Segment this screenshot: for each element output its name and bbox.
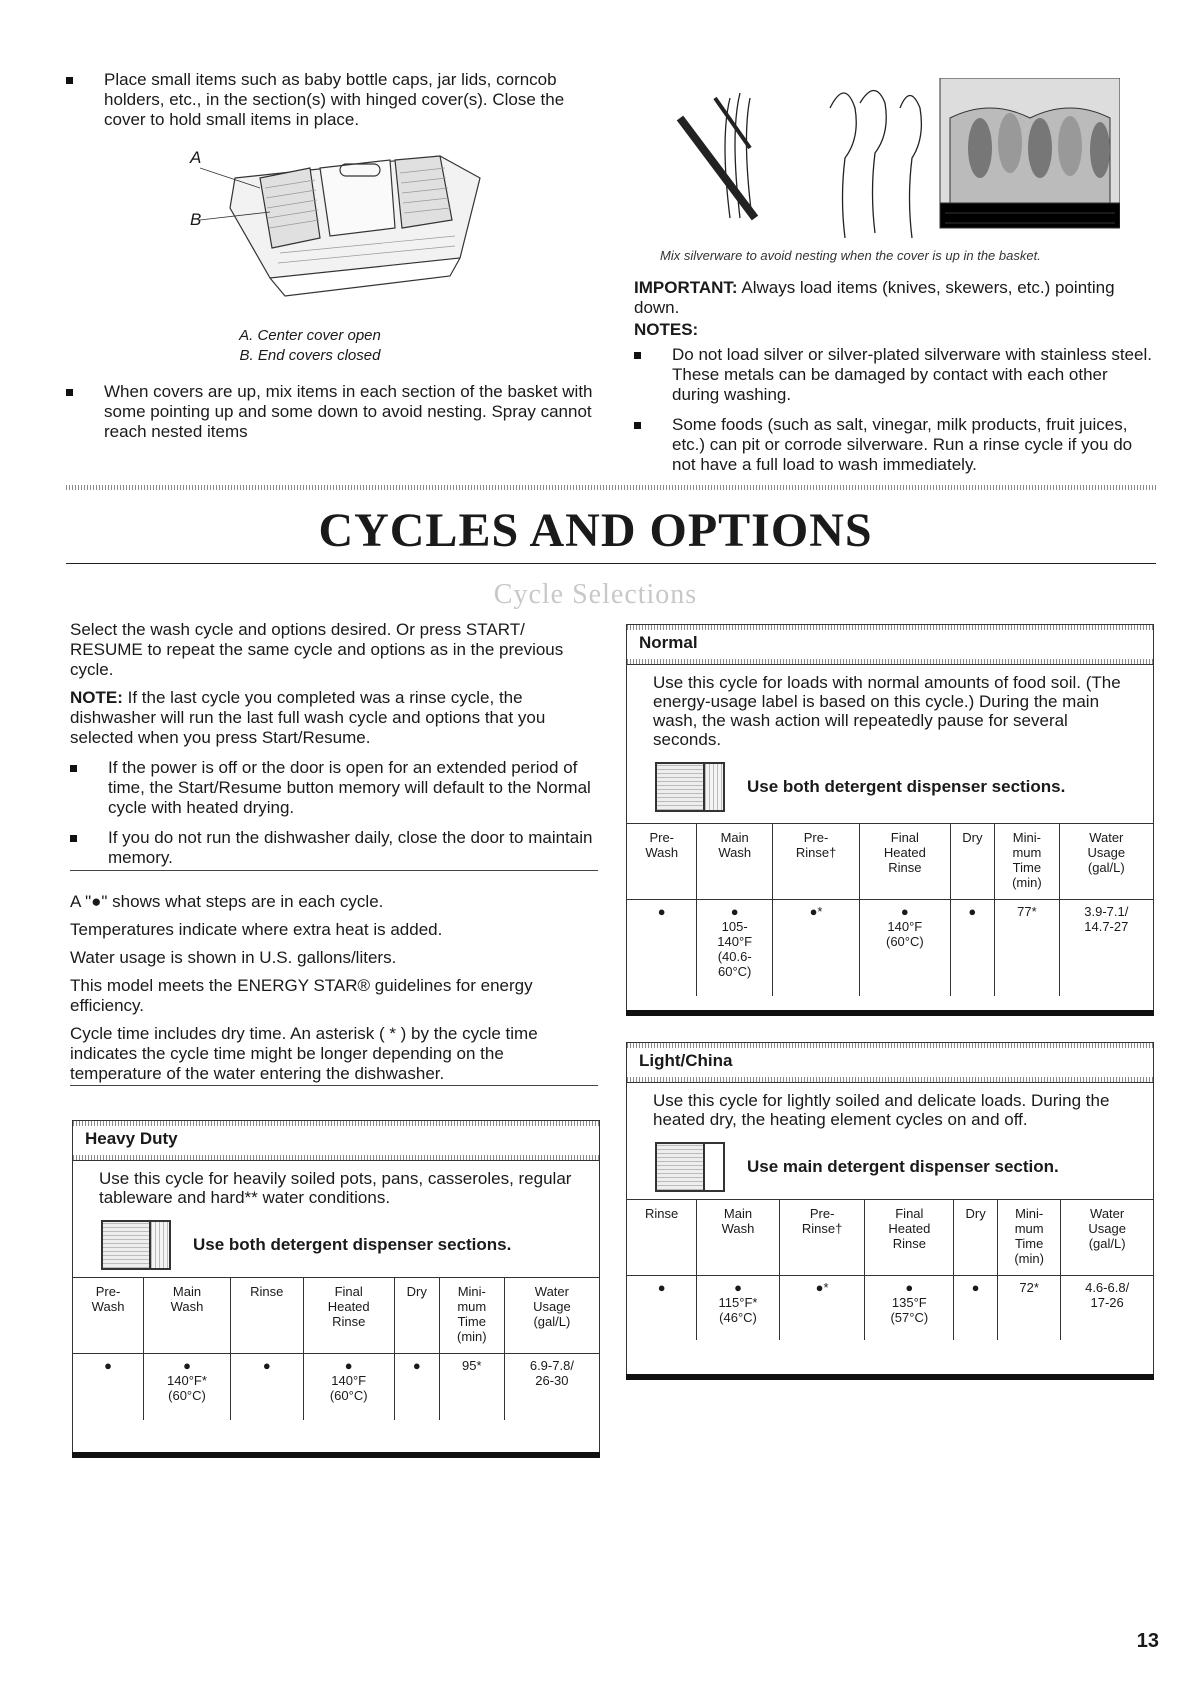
table-header: Water Usage (gal/L)	[1059, 824, 1153, 900]
silverware-nesting-icon	[660, 78, 1120, 238]
table-cell: ●*	[772, 900, 859, 996]
important-block	[634, 278, 1134, 318]
table-cell: ●	[627, 900, 697, 996]
table-header: Main Wash	[697, 824, 772, 900]
table-cell: 3.9-7.1/ 14.7-27	[1059, 900, 1153, 996]
bullet-icon	[70, 765, 77, 772]
normal-cycle-title: Normal	[639, 633, 698, 652]
normal-cycle-box	[626, 624, 1154, 1016]
table-cell: ● 140°F (60°C)	[860, 900, 950, 996]
heavy-cycle-desc: Use this cycle for heavily soiled pots, pans, casseroles, regular tableware and hard** water conditions.	[99, 1169, 572, 1207]
table-header: Mini- mum Time (min)	[998, 1200, 1061, 1276]
list-item: If you do not run the dishwasher daily, close the door to maintain memory.	[70, 828, 600, 868]
title-rule	[66, 563, 1156, 564]
heavy-detergent-label: Use both detergent dispenser sections.	[193, 1235, 512, 1254]
label-b: B	[190, 210, 202, 229]
bullet-icon	[70, 835, 77, 842]
table-cell: ●	[73, 1354, 144, 1420]
table-header: Final Heated Rinse	[303, 1278, 394, 1354]
section-subtitle: Cycle Selections	[493, 579, 698, 610]
legend-rule	[70, 1085, 598, 1086]
silverware-basket-icon	[190, 148, 490, 298]
heavy-cycle-table	[73, 1277, 599, 1420]
table-header: Mini- mum Time (min)	[995, 824, 1059, 900]
list-item: Do not load silver or silver-plated silverware with stainless steel. These metals can be damaged by contact with each other during washing.	[634, 345, 1154, 405]
table-header: Dry	[950, 824, 995, 900]
table-cell: ● 115°F* (46°C)	[697, 1276, 780, 1340]
intro-rule	[70, 870, 598, 871]
intro-text: Select the wash cycle and options desired. Or press START/ RESUME to repeat the same cycle and options as in the previous cycle. NOTE: If the last cycle you completed was a rinse cycle, the dishwasher will run the last full wash cycle and options that you selected when you press Start/Resume. If the power is off or the door is open for an extended period of time, the Start/Resume button memory will default to the Normal cycle with heated drying. If you do not run the dishwasher daily, close the door to maintain memory.	[70, 620, 600, 868]
table-header: Final Heated Rinse	[865, 1200, 954, 1276]
table-cell: ●	[627, 1276, 697, 1340]
table-header: Water Usage (gal/L)	[1061, 1200, 1153, 1276]
table-header: Pre- Wash	[73, 1278, 144, 1354]
page-title: CYCLES AND OPTIONS	[318, 504, 873, 557]
bullet-icon	[66, 389, 73, 396]
bullet-icon	[66, 77, 73, 84]
table-cell: ●	[950, 900, 995, 996]
table-header: Rinse	[230, 1278, 303, 1354]
table-cell: 72*	[998, 1276, 1061, 1340]
table-cell: 77*	[995, 900, 1059, 996]
table-header: Pre- Rinse†	[779, 1200, 865, 1276]
table-header: Mini- mum Time (min)	[439, 1278, 504, 1354]
detergent-dispenser-icon	[655, 1142, 725, 1192]
normal-detergent	[627, 749, 1153, 815]
normal-detergent-label: Use both detergent dispenser sections.	[747, 777, 1066, 796]
list-item: Place small items such as baby bottle caps, jar lids, corncob holders, etc., in the section(s) with hinged cover(s). Close the cover to hold small items in place.	[66, 70, 586, 130]
important-text: Always load items (knives, skewers, etc.) pointing down.	[634, 278, 1115, 317]
basket-illustration	[190, 148, 490, 298]
bullet-icon	[634, 352, 641, 359]
light-cycle-title: Light/China	[639, 1051, 733, 1070]
light-cycle-box	[626, 1042, 1154, 1380]
table-cell: ●	[954, 1276, 998, 1340]
bullet-icon	[634, 422, 641, 429]
notes-list	[634, 345, 1154, 475]
table-header: Dry	[954, 1200, 998, 1276]
silverware-caption: Mix silverware to avoid nesting when the cover is up in the basket.	[660, 248, 1041, 263]
table-cell: ●	[394, 1354, 439, 1420]
light-detergent	[627, 1129, 1153, 1195]
top-left-bullet-2	[66, 382, 596, 442]
table-header: Rinse	[627, 1200, 697, 1276]
normal-cycle-header	[627, 625, 1153, 665]
top-left-column	[66, 70, 586, 130]
basket-caption	[190, 326, 430, 366]
notes-label: NOTES:	[634, 320, 699, 339]
important-label: IMPORTANT:	[634, 278, 738, 297]
legend-text: A "●" shows what steps are in each cycle. Temperatures indicate where extra heat is added. Water usage is shown in U.S. gallons/liters. This model meets the ENERGY STAR® guidelines for energy efficiency. Cycle time includes dry time. An asterisk ( * ) by the cycle time indicates the cycle time might be longer depending on the temperature of the water entering the dishwasher.	[70, 892, 538, 1083]
table-cell: ● 105- 140°F (40.6- 60°C)	[697, 900, 772, 996]
table-header: Pre- Wash	[627, 824, 697, 900]
section-divider	[66, 485, 1156, 490]
table-cell: 95*	[439, 1354, 504, 1420]
light-cycle-header	[627, 1043, 1153, 1083]
normal-cycle-table	[627, 823, 1153, 996]
normal-cycle-desc: Use this cycle for loads with normal amounts of food soil. (The energy-usage label is based on this cycle.) During the main wash, the wash action will repeatedly pause for several seconds.	[653, 673, 1121, 749]
caption-b: B. End covers closed	[239, 347, 381, 364]
caption-a: A. Center cover open	[239, 327, 381, 344]
silverware-illustration	[660, 78, 1120, 238]
heavy-detergent	[73, 1207, 599, 1273]
heavy-cycle-header	[73, 1121, 599, 1161]
table-header: Dry	[394, 1278, 439, 1354]
table-header: Pre- Rinse†	[772, 824, 859, 900]
detergent-dispenser-icon	[655, 762, 725, 812]
detergent-dispenser-icon	[101, 1220, 171, 1270]
table-cell: ● 135°F (57°C)	[865, 1276, 954, 1340]
table-cell: 4.6-6.8/ 17-26	[1061, 1276, 1153, 1340]
table-header: Main Wash	[697, 1200, 780, 1276]
table-cell: ● 140°F* (60°C)	[144, 1354, 231, 1420]
table-cell: ● 140°F (60°C)	[303, 1354, 394, 1420]
table-cell: 6.9-7.8/ 26-30	[504, 1354, 599, 1420]
page-number: 13	[1136, 1630, 1159, 1652]
list-item: Some foods (such as salt, vinegar, milk products, fruit juices, etc.) can pit or corrode silverware. Run a rinse cycle if you do not have a full load to wash immediately.	[634, 415, 1154, 475]
table-header: Water Usage (gal/L)	[504, 1278, 599, 1354]
light-detergent-label: Use main detergent dispenser section.	[747, 1157, 1059, 1176]
light-cycle-desc: Use this cycle for lightly soiled and delicate loads. During the heated dry, the heating element cycles on and off.	[653, 1091, 1110, 1129]
list-item: If the power is off or the door is open for an extended period of time, the Start/Resume button memory will default to the Normal cycle with heated drying.	[70, 758, 600, 818]
heavy-cycle-title: Heavy Duty	[85, 1129, 178, 1148]
note-label: NOTE:	[70, 688, 123, 707]
table-cell: ●	[230, 1354, 303, 1420]
heavy-cycle-box	[72, 1120, 600, 1458]
label-a: A	[190, 148, 202, 167]
light-cycle-table	[627, 1199, 1153, 1340]
list-item: When covers are up, mix items in each section of the basket with some pointing up and some down to avoid nesting. Spray cannot reach nested items	[66, 382, 596, 442]
table-header: Final Heated Rinse	[860, 824, 950, 900]
table-header: Main Wash	[144, 1278, 231, 1354]
table-cell: ●*	[779, 1276, 865, 1340]
